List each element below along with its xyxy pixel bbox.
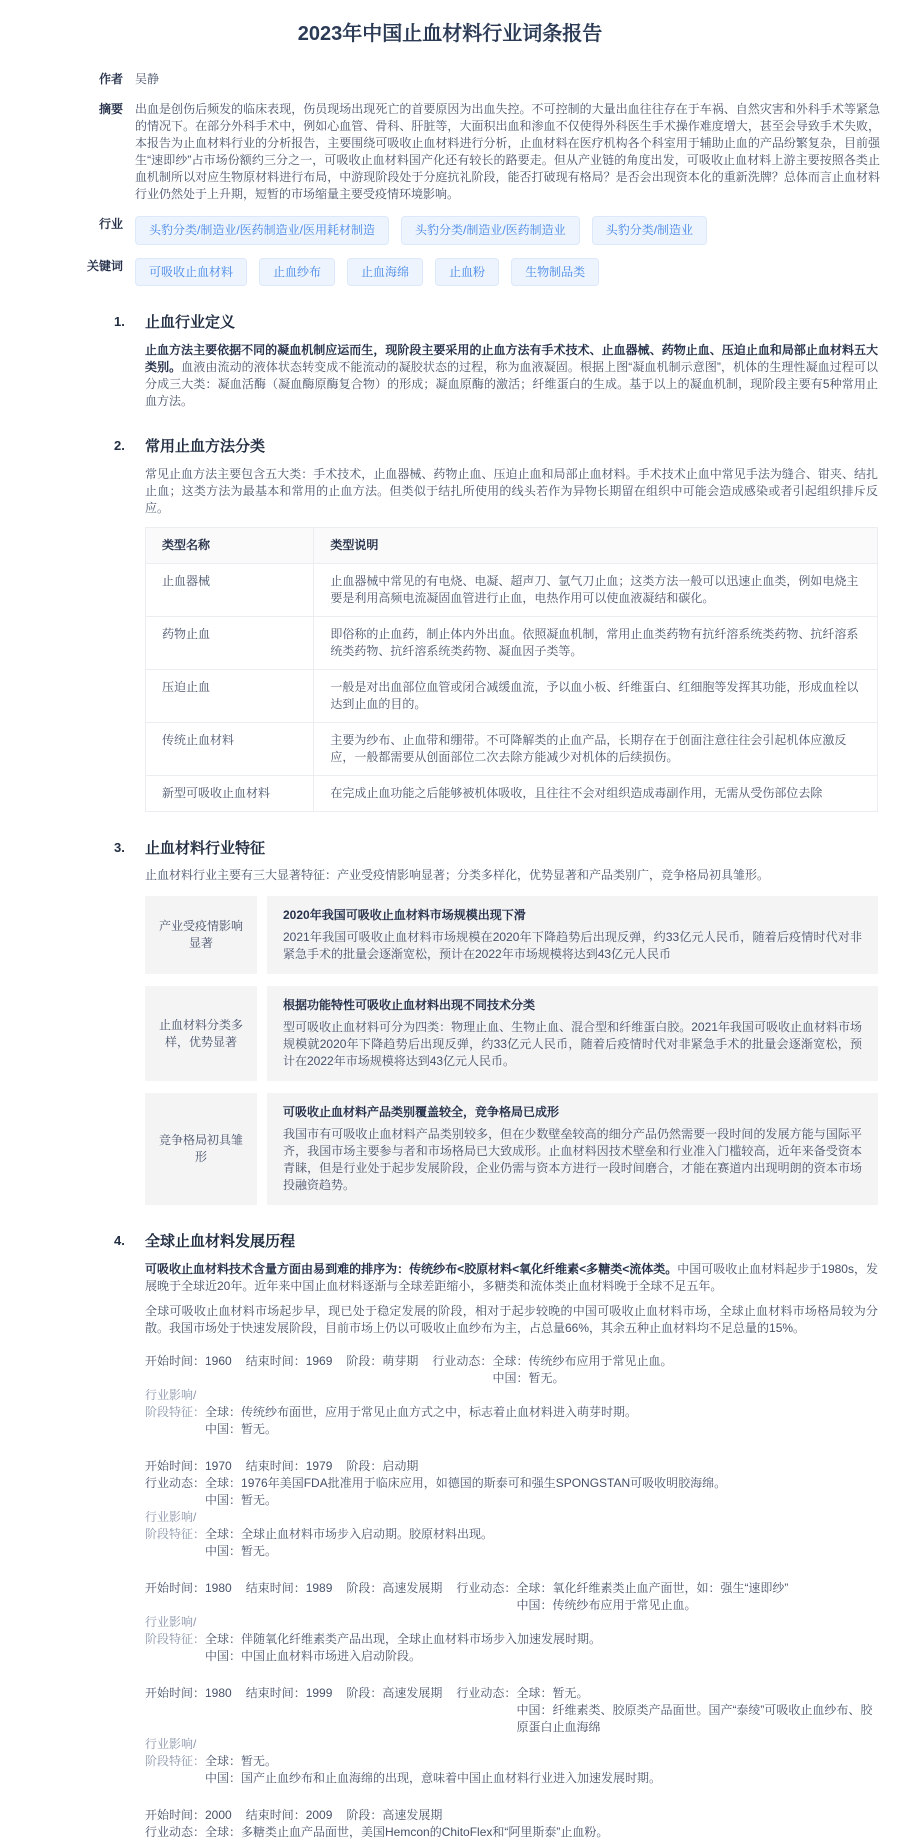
section-definition [114,312,878,410]
timeline-impact-china: 中国：暂无。 [205,1544,278,1559]
timeline-entry [145,1458,878,1560]
table-row [146,669,878,722]
timeline-impact-line [145,1736,878,1787]
keyword-tag[interactable]: 止血纱布 [259,258,335,286]
keyword-tags [135,258,880,286]
timeline-head-line [145,1685,878,1736]
industry-tag[interactable]: 头豹分类/制造业/医药制造业/医用耗材制造 [135,216,389,244]
feature-title: 根据功能特性可吸收止血材料出现不同技术分类 [283,998,536,1013]
section-number: 1. [114,314,125,330]
section-number: 3. [114,839,125,855]
table-row [146,722,878,775]
timeline-dynamics-values [516,1580,878,1614]
timeline-stage: 阶段：高速发展期 [346,1686,443,1701]
industry-row [83,216,880,244]
feature-label: 竞争格局初具雏形 [145,1093,257,1205]
timeline-end: 结束时间：1989 [245,1581,333,1596]
timeline-dynamics-global: 全球：氧化纤维素类止血产面世，如：强生“速即纱” [516,1581,789,1596]
timeline-impact-label-top: 行业影响/ [145,1615,197,1630]
timeline-dynamics-global: 全球：传统纱布应用于常见止血。 [492,1354,673,1369]
timeline-dynamics-label: 行业动态： [145,1825,206,1840]
timeline-impact-label [145,1387,205,1421]
paragraph-body: 血液由流动的液体状态转变成不能流动的凝胶状态的过程，称为血液凝固。根据上图“凝血机制示意图”，机体的生理性凝血过程可以分成三大类：凝血活酶（凝血酶原酶复合物）的形成；凝血原酶的激活；纤维蛋白的生成。基于以上的凝血机制，现阶段主要有5种常用止血方法。 [145,359,878,408]
type-desc-cell: 一般是对出血部位血管或闭合减缓血流，予以血小板、纤维蛋白、红细胞等发挥其功能，形成血栓以达到止血的目的。 [314,669,878,722]
section-development-history [114,1231,878,1841]
timeline-impact-line [145,1387,878,1438]
table-header-cell: 类型名称 [146,527,314,563]
timeline-impact-values [205,1736,878,1787]
section-paragraph [145,342,878,410]
timeline-impact-label-top: 行业影响/ [145,1388,197,1403]
methods-table [145,527,878,812]
timeline-end: 结束时间：2009 [245,1808,333,1823]
keyword-tag[interactable]: 止血粉 [435,258,499,286]
timeline-impact-label [145,1614,205,1648]
table-row [146,616,878,669]
keywords-row [83,258,880,286]
timeline-stage: 阶段：萌芽期 [346,1354,419,1369]
author-row [83,71,880,88]
keyword-tag[interactable]: 生物制品类 [511,258,599,286]
section-heading: 止血行业定义 [145,314,236,332]
timeline-impact-global: 全球：传统纱布面世，应用于常见止血方式之中，标志着止血材料进入萌芽时期。 [205,1405,638,1420]
timeline-entry [145,1807,878,1841]
timeline-dynamics-label: 行业动态： [432,1354,493,1369]
timeline-start: 开始时间：1970 [145,1459,232,1474]
timeline-impact-values [205,1387,878,1438]
industry-tags [135,216,880,244]
table-row [146,563,878,616]
timeline-dynamics-global: 全球：1976年美国FDA批准用于临床应用，如德国的斯泰可和强生SPONGSTAN可吸收明胶海绵。 [205,1476,727,1491]
timeline [145,1353,878,1841]
timeline-head-line [145,1458,878,1475]
timeline-impact-china: 中国：国产止血纱布和止血海绵的出现，意味着中国止血材料行业进入加速发展时期。 [205,1771,662,1786]
timeline-impact-china: 中国：暂无。 [205,1422,278,1437]
type-name-cell: 新型可吸收止血材料 [146,775,314,811]
feature-row [145,986,878,1081]
feature-content [267,986,878,1081]
timeline-stage: 阶段：启动期 [346,1459,419,1474]
feature-content [267,1093,878,1205]
timeline-start: 开始时间：1980 [145,1581,232,1596]
timeline-entry [145,1353,878,1438]
type-name-cell: 药物止血 [146,616,314,669]
keyword-tag[interactable]: 可吸收止血材料 [135,258,247,286]
section-heading: 止血材料行业特征 [145,839,266,857]
keyword-tag[interactable]: 止血海绵 [347,258,423,286]
abstract-label: 摘要 [98,102,123,117]
section-number: 2. [114,437,125,453]
feature-label: 止血材料分类多样，优势显著 [145,986,257,1081]
industry-label: 行业 [98,217,123,232]
timeline-end: 结束时间：1969 [245,1354,333,1369]
timeline-dynamics-label: 行业动态： [456,1686,517,1701]
author-label: 作者 [98,72,123,86]
feature-title: 2020年我国可吸收止血材料市场规模出现下滑 [283,908,526,923]
timeline-start: 开始时间：1960 [145,1354,232,1369]
type-desc-cell: 主要为纱布、止血带和绷带。不可降解类的止血产品，长期存在于创面注意往往会引起机体应激反应，一般都需要从创面部位二次去除方能减少对机体的后续损伤。 [314,722,878,775]
timeline-impact-global: 全球：伴随氧化纤维素类产品出现，全球止血材料市场步入加速发展时期。 [205,1632,602,1647]
timeline-impact-label-bottom: 阶段特征： [145,1405,206,1420]
timeline-impact-label-bottom: 阶段特征： [145,1527,206,1542]
meta-block [83,71,880,286]
timeline-dynamics-china: 中国：暂无。 [205,1493,278,1508]
author-value: 吴静 [135,72,160,86]
table-header-cell: 类型说明 [314,527,878,563]
timeline-impact-label-bottom: 阶段特征： [145,1632,206,1647]
timeline-dynamics-line [145,1475,878,1509]
timeline-impact-line [145,1614,878,1665]
feature-body: 我国市有可吸收止血材料产品类别较多，但在少数壁垒较高的细分产品仍然需要一段时间的发展方能与国际平齐，我国市场主要参与者和市场格局已大致成形。止血材料因技术壁垒和行业准入门槛较高，近年来备受资本青睐，但是行业处于起步发展阶段，企业仍需与资本方进行一段时间磨合，才能在赛道内出现明朗的资本市场投融资趋势。 [283,1127,862,1193]
timeline-impact-global: 全球：全球止血材料市场步入启动期。胶原材料出现。 [205,1527,494,1542]
section-paragraph: 止血材料行业主要有三大显著特征：产业受疫情影响显著；分类多样化，优势显著和产品类别广，竞争格局初具雏形。 [145,868,770,883]
timeline-impact-label [145,1509,205,1543]
timeline-impact-global: 全球：暂无。 [205,1754,278,1769]
timeline-dynamics-values [516,1685,878,1736]
section-paragraph: 全球可吸收止血材料市场起步早，现已处于稳定发展的阶段，相对于起步较晚的中国可吸收止血材料市场，全球止血材料市场格局较为分散。我国市场处于快速发展阶段，目前市场上仍以可吸收止血纱布为主，占总量66%，其余五种止血材料均不足总量的15%。 [145,1304,878,1336]
timeline-stage: 阶段：高速发展期 [346,1581,443,1596]
industry-tag[interactable]: 头豹分类/制造业/医药制造业 [401,216,580,244]
timeline-stage: 阶段：高速发展期 [346,1808,443,1823]
timeline-start: 开始时间：1980 [145,1686,232,1701]
timeline-impact-china: 中国：中国止血材料市场进入启动阶段。 [205,1649,422,1664]
abstract-text: 出血是创伤后频发的临床表现，伤员现场出现死亡的首要原因为出血失控。不可控制的大量出血往往存在于车祸、自然灾害和外科手术等紧急的情况下。在部分外科手术中，例如心血管、骨科、肝脏等，大面积出血和渗血不仅使得外科医生手术操作难度增大，甚至会导致手术失败，本报告为止血材料行业的分析报告，主要围绕可吸收止血材料进行分析，止血材料在医疗机构各个科室用于辅助止血的产品纷繁复杂，目前强生“速即纱”占市场份额约三分之一，可吸收止血材料国产化还有较长的路要走。但从产业链的角度出发，可吸收止血材料上游主要按照各类止血机制所以对应生物原材料进行布局，中游现阶段处于分庭抗礼阶段，能否打破现有格局？是否会出现资本化的重新洗牌？总体而言止血材料行业仍然处于上升期，短暂的市场缩量主要受疫情环境影响。 [135,102,880,202]
timeline-dynamics-line [145,1824,878,1841]
type-name-cell: 止血器械 [146,563,314,616]
industry-tag[interactable]: 头豹分类/制造业 [592,216,707,244]
section-heading: 全球止血材料发展历程 [145,1233,296,1251]
feature-content [267,896,878,974]
paragraph-lead: 可吸收止血材料技术含量方面由易到难的排序为：传统纱布<胶原材料<氧化纤维素<多糖类<流体类。 [145,1262,678,1277]
timeline-head-line [145,1353,878,1387]
timeline-impact-values [205,1509,878,1560]
timeline-impact-line [145,1509,878,1560]
type-name-cell: 压迫止血 [146,669,314,722]
timeline-dynamics-label: 行业动态： [145,1476,206,1491]
timeline-entry [145,1580,878,1665]
feature-body: 2021年我国可吸收止血材料市场规模在2020年下降趋势后出现反弹，约33亿元人民币，随着后疫情时代对非紧急手术的批量会逐渐宽松，预计在2022年市场规模将达到43亿元人民币 [283,930,862,962]
feature-label: 产业受疫情影响显著 [145,896,257,974]
timeline-impact-label-bottom: 阶段特征： [145,1754,206,1769]
feature-title: 可吸收止血材料产品类别覆盖较全，竞争格局已成形 [283,1105,560,1120]
timeline-head-line [145,1580,878,1614]
type-name-cell: 传统止血材料 [146,722,314,775]
timeline-dynamics-china: 中国：暂无。 [492,1371,565,1386]
timeline-dynamics-values [205,1475,878,1509]
page-title: 2023年中国止血材料行业词条报告 [297,23,603,45]
type-desc-cell: 即俗称的止血药，制止体内外出血。依照凝血机制，常用止血类药物有抗纤溶系统类药物、抗纤溶系统类药物、抗纤溶系统类药物、凝血因子类等。 [314,616,878,669]
paragraph-body: 中国可吸收止血材料起步于1980s，发展晚于全球近20年。近年来中国止血材料逐渐与全球差距缩小，多糖类和流体类止血材料晚于全球不足五年。 [145,1262,878,1294]
abstract-row [83,101,880,203]
feature-row [145,1093,878,1205]
feature-body: 型可吸收止血材料可分为四类：物理止血、生物止血、混合型和纤维蛋白胶。2021年我国可吸收止血材料市场规模就2020年下降趋势后出现反弹，约33亿元人民币，随着后疫情时代对非紧急手术的批量会逐渐宽松，预计在2022年市场规模将达到43亿元人民币。 [283,1020,862,1069]
timeline-impact-label-top: 行业影响/ [145,1510,197,1525]
table-row [146,775,878,811]
section-number: 4. [114,1233,125,1249]
type-desc-cell: 在完成止血功能之后能够被机体吸收，且往往不会对组织造成毒副作用，无需从受伤部位去除 [314,775,878,811]
section-paragraph: 常见止血方法主要包含五大类：手术技术，止血器械、药物止血、压迫止血和局部止血材料。手术技术止血中常见手法为缝合、钳夹、结扎止血；这类方法为最基本和常用的止血方法。但类似于结扎所使用的线头若作为异物长期留在组织中可能会造成感染或者引起组织排斥反应。 [145,466,878,515]
timeline-end: 结束时间：1979 [245,1459,333,1474]
timeline-dynamics-global: 全球：多糖类止血产品面世，美国Hemcon的ChitoFlex和“阿里斯泰”止血粉。 [205,1825,609,1840]
timeline-end: 结束时间：1999 [245,1686,333,1701]
paragraph-lead: 止血方法主要依据不同的凝血机制应运而生，现阶段主要采用的止血方法有手术技术、止血器械、药物止血、压迫止血和局部止血材料五大类别。 [145,342,878,374]
timeline-dynamics-global: 全球：暂无。 [516,1686,589,1701]
timeline-start: 开始时间：2000 [145,1808,232,1823]
section-heading: 常用止血方法分类 [145,437,266,455]
type-desc-cell: 止血器械中常见的有电烧、电凝、超声刀、氩气刀止血；这类方法一般可以迅速止血类，例如电烧主要是利用高频电流凝固血管进行止血，电热作用可以使血液凝结和碳化。 [314,563,878,616]
timeline-impact-label-top: 行业影响/ [145,1737,197,1752]
keywords-label: 关键词 [86,258,123,273]
timeline-impact-label [145,1736,205,1770]
section-paragraph [145,1261,878,1295]
timeline-dynamics-values [205,1824,878,1841]
timeline-impact-values [205,1614,878,1665]
timeline-dynamics-china: 中国：纤维素类、胶原类产品面世。国产“泰绫”可吸收止血纱布、胶原蛋白止血海绵 [516,1703,873,1735]
timeline-entry [145,1685,878,1787]
timeline-dynamics-china: 中国：传统纱布应用于常见止血。 [516,1598,697,1613]
timeline-dynamics-values [492,1353,878,1387]
table-header-row [146,527,878,563]
feature-row [145,896,878,974]
section-method-classification [114,436,878,812]
timeline-dynamics-label: 行业动态： [456,1581,517,1596]
section-industry-features [114,838,878,1206]
timeline-head-line [145,1807,878,1824]
